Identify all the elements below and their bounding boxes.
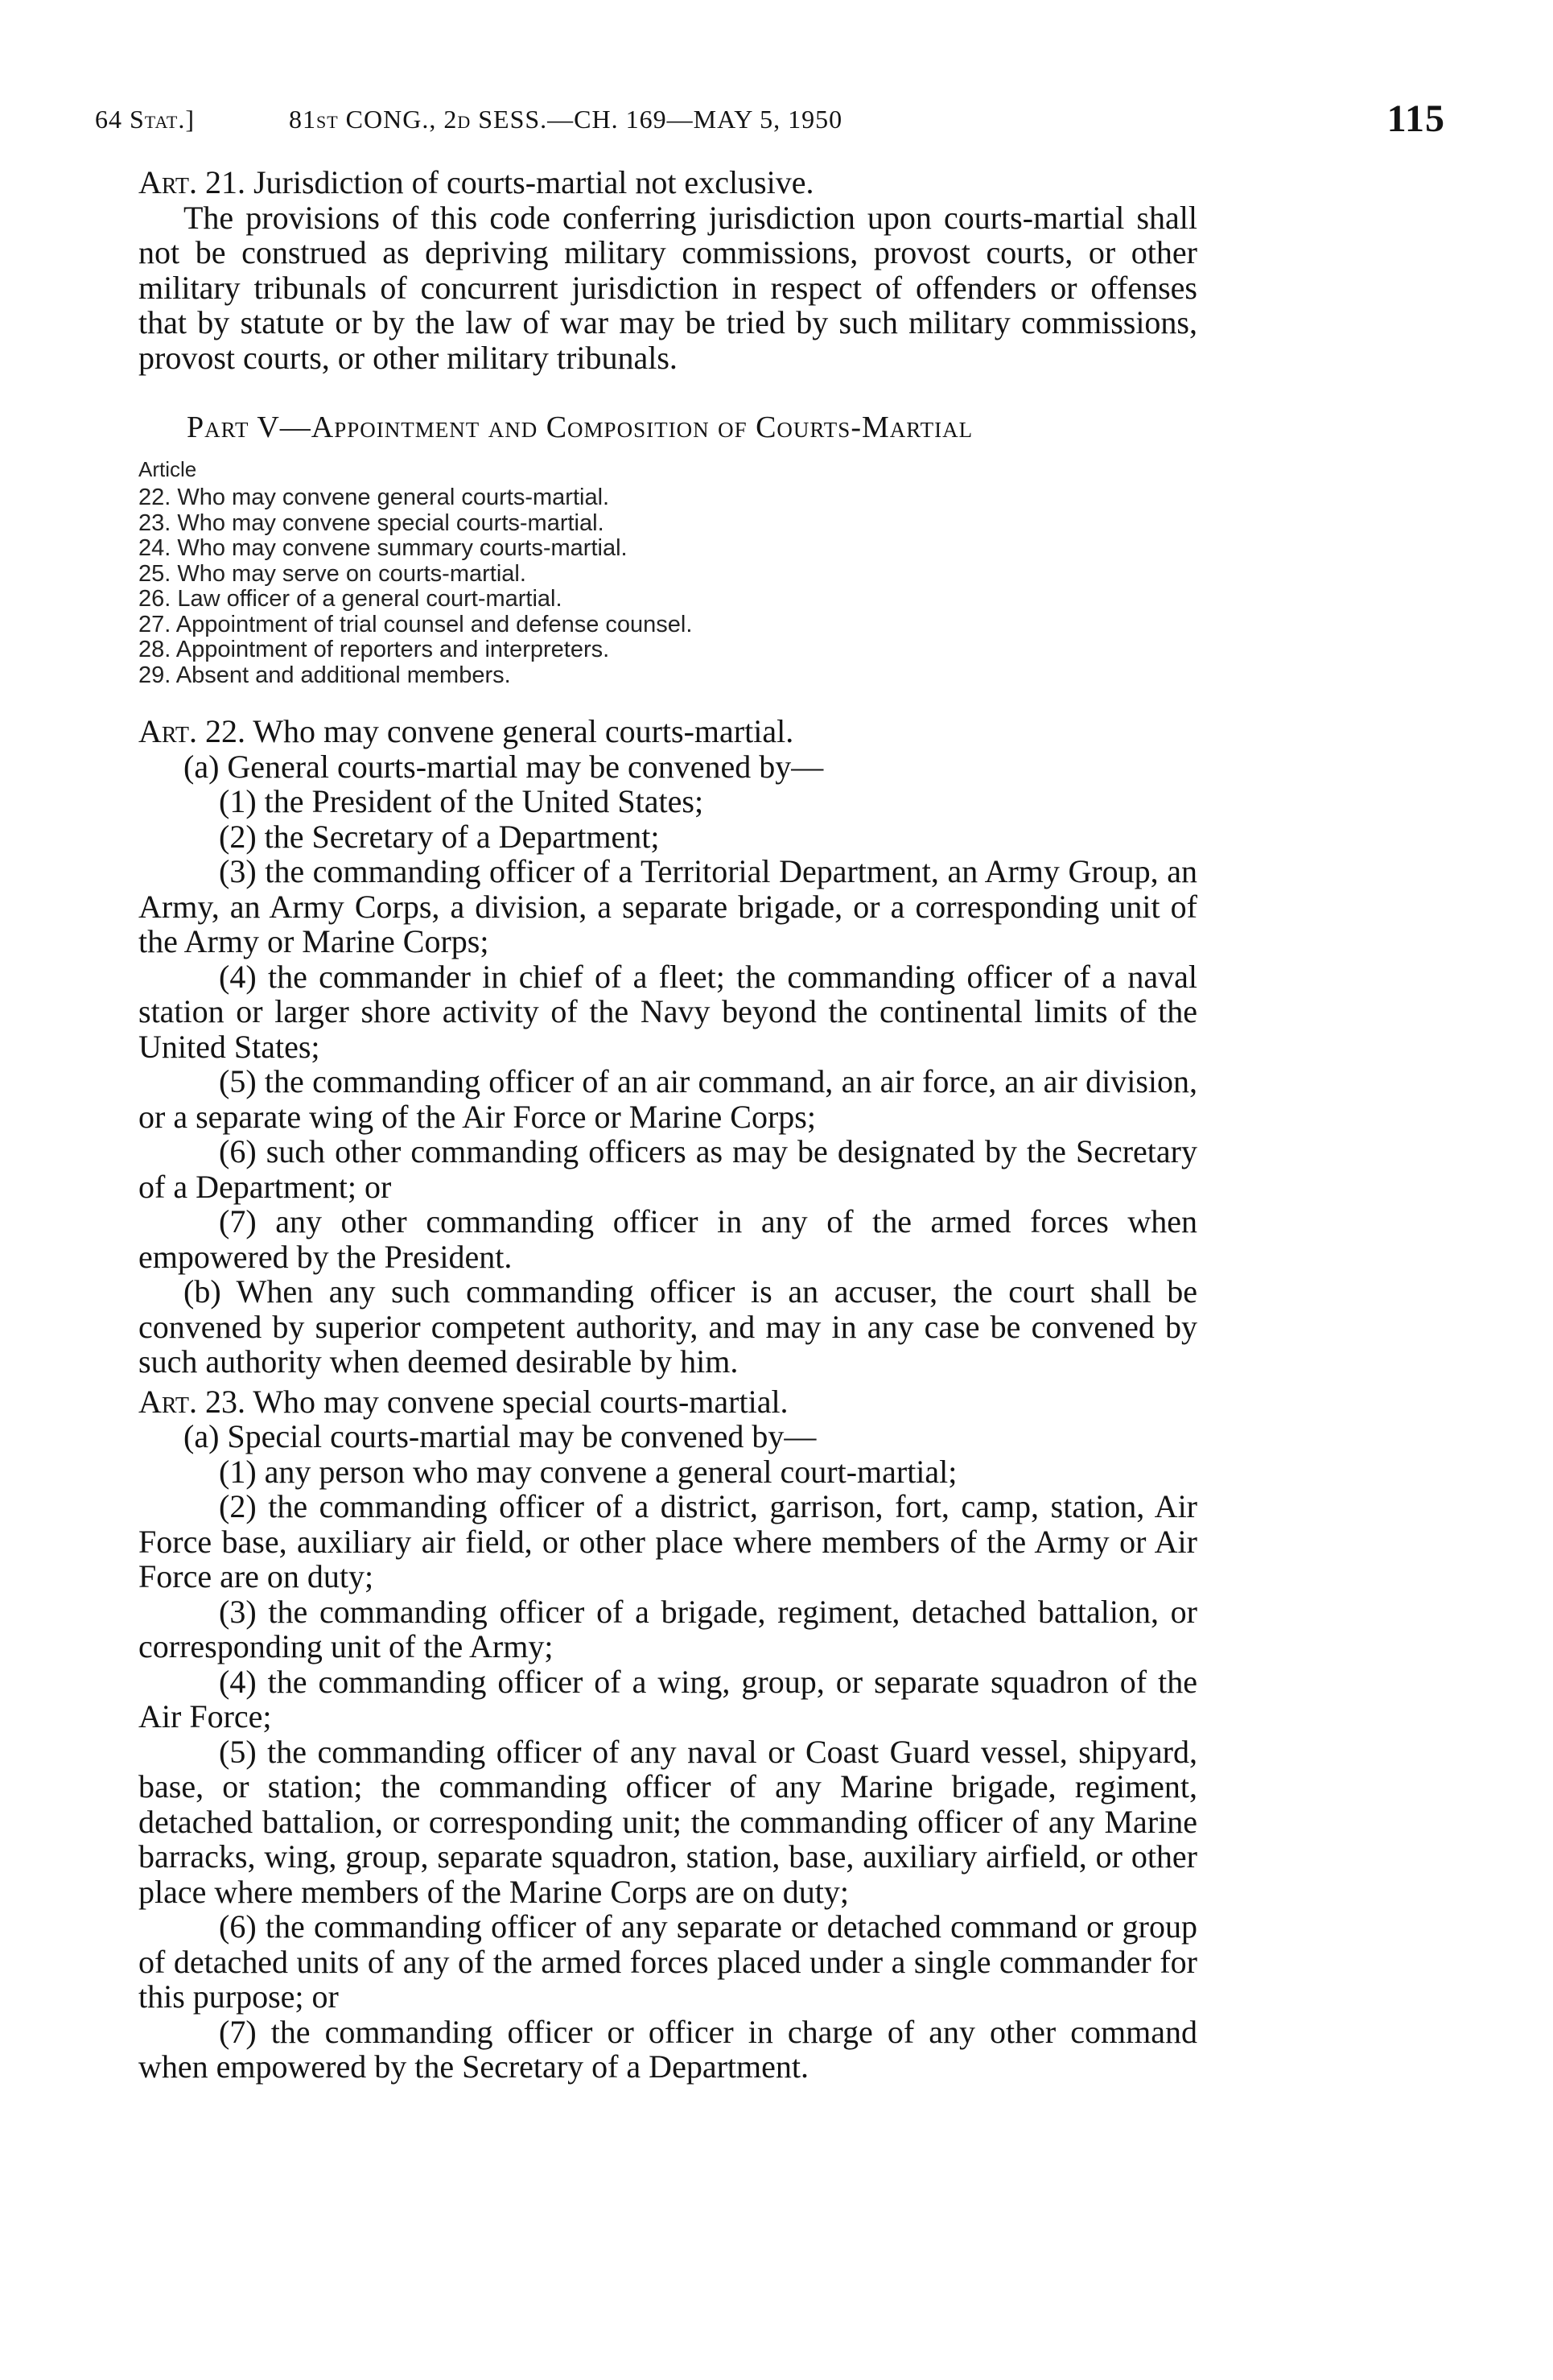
statute-citation: 64 Stat.] (95, 105, 196, 134)
toc-label: Article (138, 456, 197, 481)
art22-item-1: (1) the President of the United States; (219, 783, 704, 819)
art21-title: Jurisdiction of courts-martial not exclusive. (253, 164, 814, 200)
art23-item-1: (1) any person who may convene a general court-martial; (219, 1453, 958, 1490)
art22-title: Who may convene general courts-martial. (253, 713, 794, 749)
art23-item-3: (3) the commanding officer of a brigade, regiment, detached battalion, or corresponding unit of the Army; (138, 1593, 1197, 1664)
art22-item-3: (3) the commanding officer of a Territorial Department, an Army Group, an Army, an Army Corps, a division, a separate brigade, or a corresponding unit of the Army or Marine Corps; (138, 853, 1197, 959)
art22-b: (b) When any such commanding officer is an accuser, the court shall be convened by superior competent authority, and may in any case be convened by such authority when deemed desirable by him. (138, 1273, 1197, 1380)
toc-item: 26. Law officer of a general court-martial. (138, 586, 562, 612)
art21-heading (138, 165, 1197, 200)
toc-item: 27. Appointment of trial counsel and defense counsel. (138, 611, 693, 637)
toc-item: 29. Absent and additional members. (138, 662, 511, 688)
page-header (95, 97, 1456, 145)
document-body (138, 165, 1197, 2085)
art23-item-2: (2) the commanding officer of a district, garrison, fort, camp, station, Air Force base, auxiliary air field, or other place where members of the Army or Air Force are on duty; (138, 1488, 1197, 1594)
art23-item-4: (4) the commanding officer of a wing, group, or separate squadron of the Air Force; (138, 1663, 1197, 1734)
art22-item-2: (2) the Secretary of a Department; (219, 818, 660, 855)
art22-heading (138, 714, 1197, 749)
art23-item-7: (7) the commanding officer or officer in charge of any other command when empowered by the Secretary of a Department. (138, 2013, 1197, 2085)
toc-item: 28. Appointment of reporters and interpreters. (138, 637, 610, 662)
art22-item-6: (6) such other commanding officers as may be designated by the Secretary of a Department; or (138, 1133, 1197, 1205)
part5-heading: Part V—Appointment and Composition of Courts-Martial (187, 410, 974, 444)
art23-heading (138, 1384, 1197, 1420)
art21-text: The provisions of this code conferring jurisdiction upon courts-martial shall not be construed as depriving military commissions, provost courts, or other military tribunals of concurrent jurisdiction in respect of offenders or offenses that by statute or by the law of war may be tried by such military commissions, provost courts, or other military tribunals. (138, 199, 1197, 376)
art22-item-5: (5) the commanding officer of an air command, an air force, an air division, or a separate wing of the Air Force or Marine Corps; (138, 1063, 1197, 1135)
toc-item: 22. Who may convene general courts-martial. (138, 485, 610, 510)
art23-item-6: (6) the commanding officer of any separate or detached command or group of detached units of any of the armed forces placed under a single commander for this purpose; or (138, 1908, 1197, 2015)
art22-label: Art. 22. (138, 713, 245, 749)
art23-item-5: (5) the commanding officer of any naval or Coast Guard vessel, shipyard, base, or station; the commanding officer of any Marine brigade, regiment, detached battalion, or corresponding unit; the commanding officer of any Marine barracks, wing, group, separate squadron, station, base, auxiliary airfield, or other place where members of the Marine Corps are on duty; (138, 1733, 1197, 1910)
toc-item: 23. Who may convene special courts-martial. (138, 509, 604, 536)
part5-article-list (138, 457, 1197, 689)
art22-a-intro: (a) General courts-martial may be convened by— (183, 748, 824, 785)
art23-title: Who may convene special courts-martial. (253, 1383, 789, 1420)
page-number: 115 (1386, 97, 1445, 140)
art22-item-7: (7) any other commanding officer in any of the armed forces when empowered by the President. (138, 1203, 1197, 1275)
session-chapter-date: 81st CONG., 2d SESS.—CH. 169—MAY 5, 1950 (289, 105, 843, 134)
toc-item: 24. Who may convene summary courts-martial. (138, 535, 628, 561)
art22-item-4: (4) the commander in chief of a fleet; the commanding officer of a naval station or larger shore activity of the Navy beyond the continental limits of the United States; (138, 958, 1197, 1065)
art23-a-intro: (a) Special courts-martial may be convened by— (183, 1418, 817, 1454)
toc-item: 25. Who may serve on courts-martial. (138, 560, 526, 587)
art21-label: Art. 21. (138, 164, 245, 200)
art23-label: Art. 23. (138, 1383, 245, 1420)
